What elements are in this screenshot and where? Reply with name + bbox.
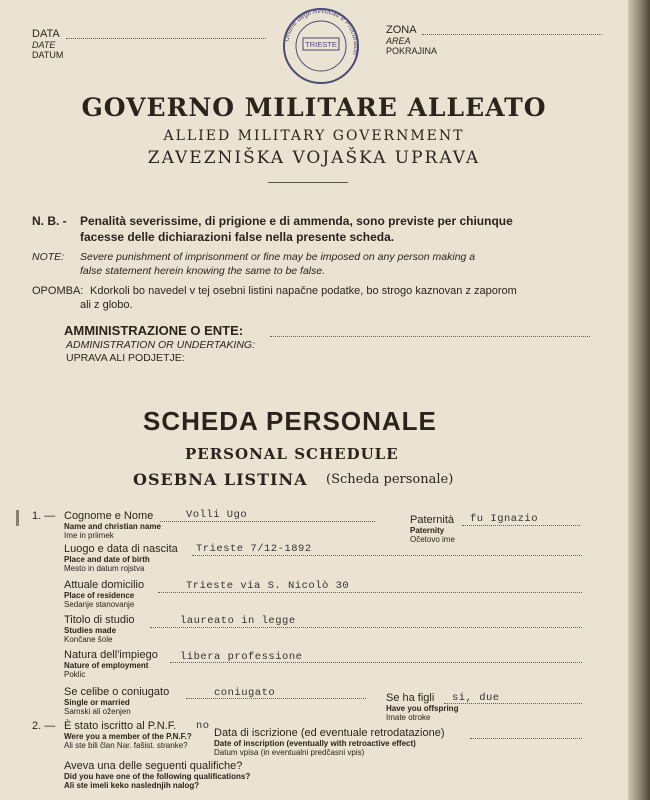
children-label-en: Have you offspring [386,704,459,713]
children-label-sl: Imate otroke [386,713,431,722]
employment-label-sl: Poklic [64,670,86,679]
studies-label-en: Studies made [64,626,117,635]
residence-label-sl: Sedanje stanovanje [64,600,135,609]
birth-label: Luogo e data di nascita [64,543,178,555]
paternity-line [462,525,580,526]
studies-label: Titolo di studio [64,614,135,626]
marital-label: Se celibe o coniugato [64,686,170,698]
inscription-line [470,738,582,739]
paternity-value: fu Ignazio [470,513,539,525]
paternity-label-en: Paternity [410,526,445,535]
birth-line [192,555,582,556]
svg-text:Ordine degli Avvocati e Procur: Ordine degli Avvocati e Procuratori [283,7,360,56]
name-label: Cognome e Nome [64,510,154,522]
section-1-number: 1. — [32,510,56,522]
marital-line [186,698,366,699]
schedule-title-paren: (Scheda personale) [326,472,454,487]
date-label-sl: DATUM [32,50,64,60]
note-line-2: false statement herein knowing the same to be false. [80,265,326,277]
birth-label-en: Place and date of birth [64,555,150,564]
name-line [160,521,375,522]
date-label-en: DATE [32,40,56,50]
administration-label-en: ADMINISTRATION OR UNDERTAKING: [66,339,256,351]
employment-label-en: Nature of employment [64,661,149,670]
inscription-label-en: Date of inscription (eventually with retroactive effect) [214,739,416,748]
date-line [66,38,266,39]
birth-label-sl: Mesto in datum rojstva [64,564,145,573]
lawyers-seal-stamp [278,4,364,84]
inscription-label: Data di iscrizione (ed eventuale retrodatazione) [214,727,445,739]
nb-line-1: Penalità severissime, di prigione e di ammenda, sono previste per chiunque [80,214,513,228]
administration-label: AMMINISTRAZIONE O ENTE: [64,323,244,338]
studies-value: laureato in legge [180,615,296,627]
paternity-label-sl: Očetovo ime [410,535,455,544]
employment-label: Natura dell'impiego [64,649,158,661]
administration-line [270,336,590,337]
note-label: NOTE: [32,251,65,263]
residence-label-en: Place of residence [64,591,135,600]
residence-line [158,592,582,593]
schedule-title-italian: SCHEDA PERSONALE [143,406,437,436]
children-label: Se ha figli [386,692,435,704]
residence-label: Attuale domicilio [64,579,145,591]
marital-value: coniugato [214,687,276,699]
name-value: Volli Ugo [186,509,248,521]
studies-line [150,627,582,628]
residence-value: Trieste via S. Nicolò 30 [186,580,350,592]
binding-mark [16,510,19,526]
children-value: si, due [452,692,500,704]
nb-line-2: facesse delle dichiarazioni false nella presente scheda. [80,230,395,244]
qualifications-label-en: Did you have one of the following qualifications? [64,772,251,781]
pnf-label-en: Were you a member of the P.N.F.? [64,732,192,741]
paternity-label: Paternità [410,514,455,526]
nb-label: N. B. - [32,214,67,228]
title-slovene: ZAVEZNIŠKA VOJAŠKA UPRAVA [147,148,481,168]
page-edge-shadow [628,0,650,800]
administration-label-sl: UPRAVA ALI PODJETJE: [66,352,185,364]
marital-label-sl: Samski ali oženjen [64,707,131,716]
qualifications-label: Aveva una delle seguenti qualifiche? [64,760,243,772]
opomba-line-2: ali z globo. [80,299,133,311]
schedule-title-slovene: OSEBNA LISTINA [133,470,308,489]
pnf-label: È stato iscritto al P.N.F. [64,720,177,732]
zone-line [422,34,602,35]
pnf-value: no [196,720,210,732]
pnf-label-sl: Ali ste bili član Nar. fašist. stranke? [64,741,188,750]
birth-value: Trieste 7/12-1892 [196,543,312,555]
zone-label-en: AREA [386,36,411,46]
name-label-en: Name and christian name [64,522,161,531]
name-label-sl: Ime in priimek [64,531,114,540]
note-line-1: Severe punishment of imprisonment or fine may be imposed on any person making a [80,251,476,263]
studies-label-sl: Končane šole [64,635,113,644]
qualifications-label-sl: Ali ste imeli keko naslednjih nalog? [64,781,200,790]
svg-text:TRIESTE: TRIESTE [305,40,337,49]
employment-value: libera professione [180,651,303,663]
title-italian: GOVERNO MILITARE ALLEATO [81,93,547,122]
title-rule [268,182,348,183]
date-label: DATA [32,28,60,40]
opomba-label: OPOMBA: [32,285,84,297]
section-2-number: 2. — [32,720,56,732]
opomba-line-1: Kdorkoli bo navedel v tej osebni listini napačne podatke, bo strogo kaznovan z zaporom [90,285,517,297]
zone-label: ZONA [386,24,417,36]
inscription-label-sl: Datum vpisa (in eventualni predčasni vpis) [214,748,365,757]
schedule-title-english: PERSONAL SCHEDULE [185,445,399,463]
marital-label-en: Single or married [64,698,130,707]
title-english: ALLIED MILITARY GOVERNMENT [163,128,465,144]
zone-label-sl: POKRAJINA [386,46,438,56]
